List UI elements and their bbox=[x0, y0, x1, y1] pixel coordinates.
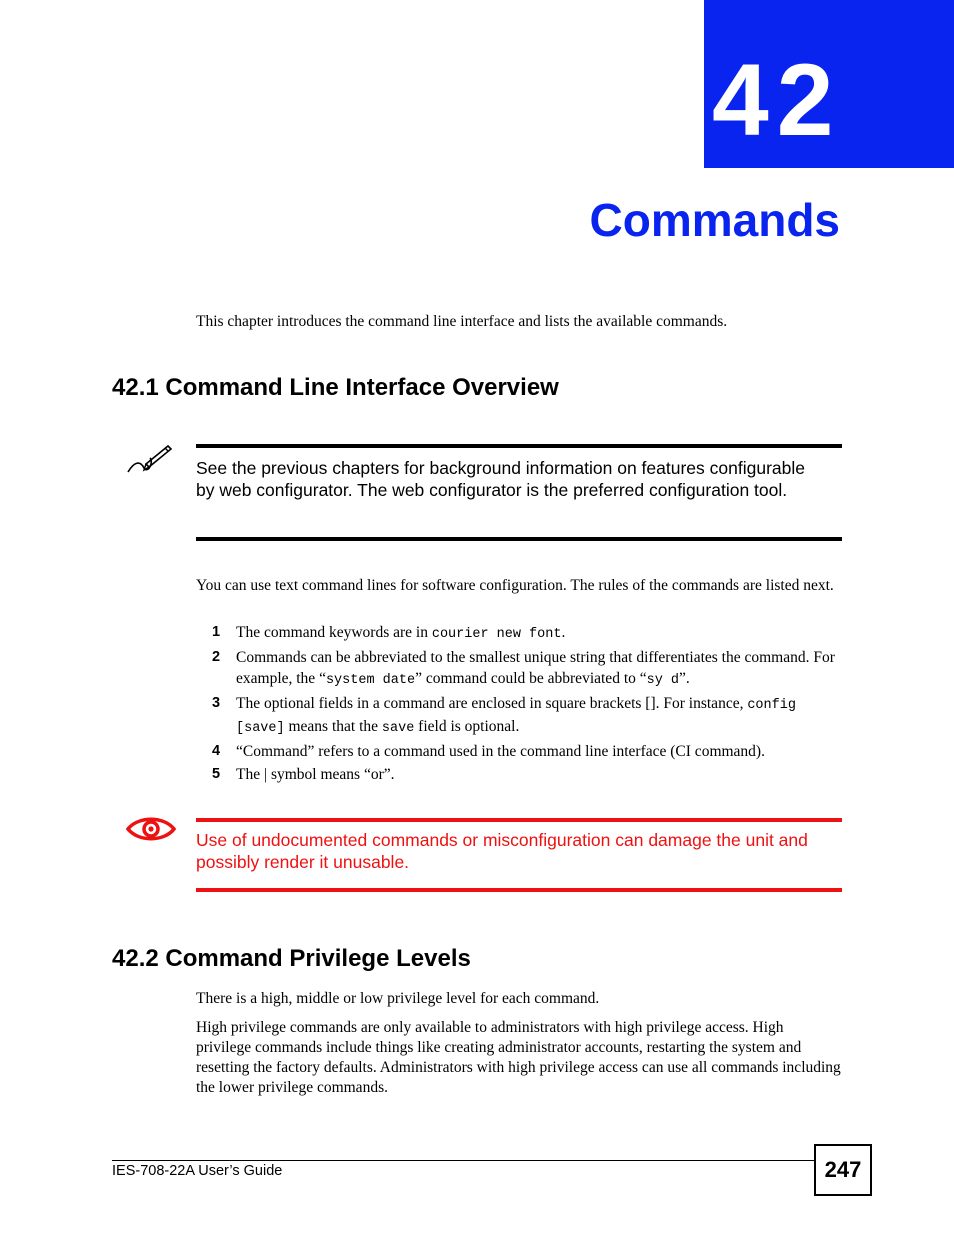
note-text: See the previous chapters for background information on features configurable by web configurator. The web configurator is the preferred configuration tool. bbox=[196, 458, 805, 500]
section-heading-42-2: 42.2 Command Privilege Levels bbox=[112, 945, 471, 972]
rules-intro-paragraph: You can use text command lines for software configuration. The rules of the commands are listed next. bbox=[196, 577, 834, 594]
note-top-rule bbox=[196, 444, 842, 448]
chapter-number: 42 bbox=[712, 43, 842, 157]
privilege-intro-paragraph: There is a high, middle or low privilege level for each command. bbox=[196, 990, 600, 1007]
list-item: 1 The command keywords are in courier new font. bbox=[212, 624, 566, 642]
command-rules-list bbox=[196, 622, 842, 787]
eye-warning-icon bbox=[126, 814, 176, 844]
intro-paragraph: This chapter introduces the command line interface and lists the available commands. bbox=[196, 313, 728, 330]
list-item: 3 The optional fields in a command are enclosed in square brackets []. For instance, config [save] means that the save field is optional. bbox=[212, 695, 796, 736]
list-item: 2 Commands can be abbreviated to the smallest unique string that differentiates the command. For example, the “system date” command could be abbreviated to “sy d”. bbox=[212, 649, 835, 688]
list-item: 5 The | symbol means “or”. bbox=[212, 766, 395, 783]
warning-top-rule bbox=[196, 818, 842, 822]
section-heading-42-1: 42.1 Command Line Interface Overview bbox=[112, 374, 559, 401]
footer-rule bbox=[112, 1160, 814, 1161]
list-item: 4 “Command” refers to a command used in the command line interface (CI command). bbox=[212, 743, 765, 760]
page-number: 247 bbox=[814, 1144, 872, 1196]
footer-guide-title: IES-708-22A User’s Guide bbox=[112, 1163, 283, 1179]
warning-bottom-rule bbox=[196, 888, 842, 892]
warning-text: Use of undocumented commands or misconfiguration can damage the unit and possibly render it unusable. bbox=[196, 830, 808, 872]
privilege-detail-paragraph: High privilege commands are only available to administrators with high privilege access. High privilege commands include things like creating administrator accounts, restarting the system and resetting the factory defaults. Administrators with high privilege access can use all commands including the lower privilege commands. bbox=[196, 1019, 841, 1096]
note-bottom-rule bbox=[196, 537, 842, 541]
chapter-title: Commands bbox=[589, 194, 840, 246]
pen-note-icon bbox=[124, 442, 174, 478]
